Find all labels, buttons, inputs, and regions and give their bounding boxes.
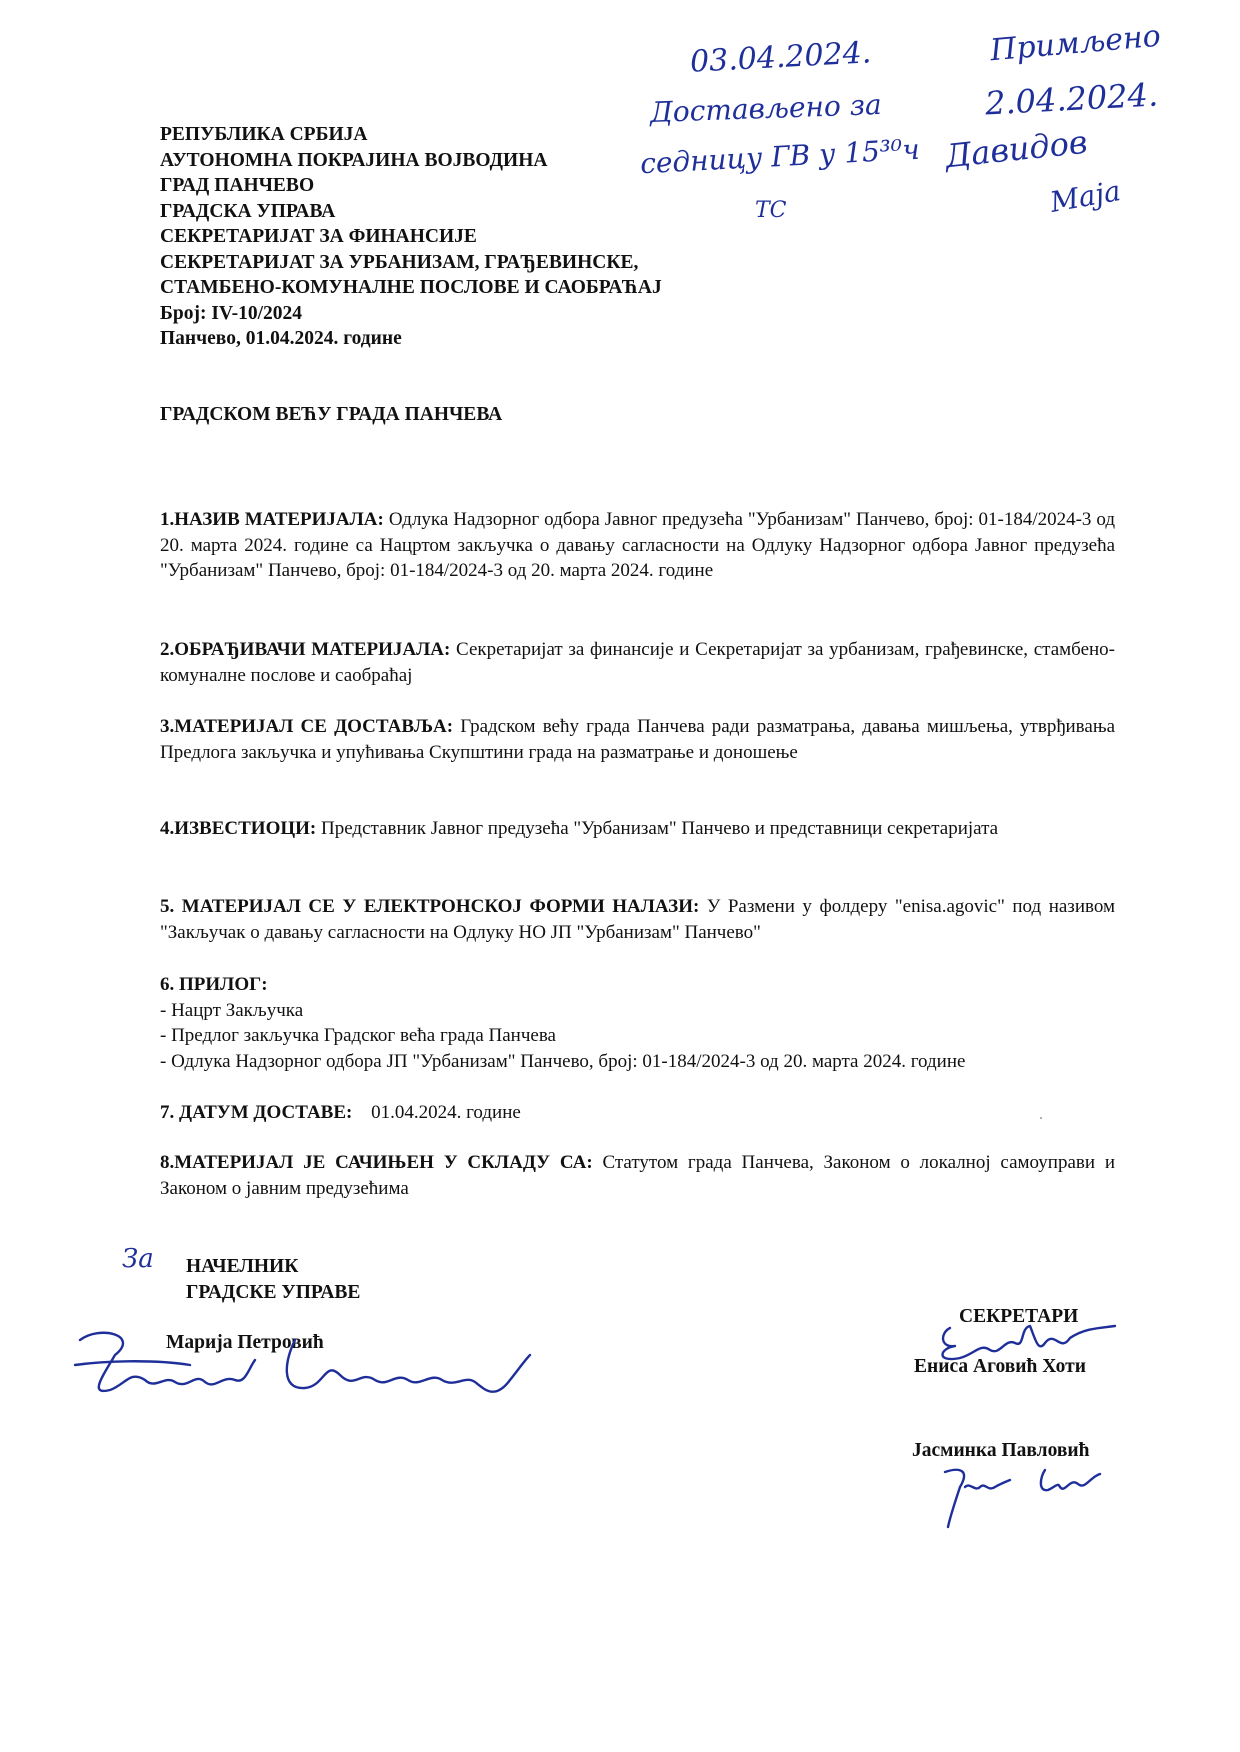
- signature-right-2-scribble: [940, 1462, 1110, 1532]
- section-text: 01.04.2024. године: [371, 1102, 521, 1123]
- section-electronic-location: [160, 894, 1115, 945]
- attachments-list: [160, 998, 1115, 1075]
- document-number: Број: IV-10/2024: [160, 302, 302, 324]
- signatories-right-title: СЕКРЕТАРИ: [959, 1306, 1079, 1327]
- handwritten-delivered-for: Достављено за: [649, 87, 883, 130]
- header-city: ГРАД ПАНЧЕВО: [160, 175, 315, 196]
- handwritten-received-label: Примљено: [988, 18, 1163, 69]
- header-province: АУТОНОМНА ПОКРАЈИНА ВОЈВОДИНА: [160, 149, 548, 171]
- attachment-item: - Одлука Надзорног одбора ЈП "Урбанизам" Панчево, број: 01-184/2024-3 од 20. марта 2024. године: [160, 1050, 966, 1072]
- section-legal-basis: [160, 1150, 1115, 1201]
- header-administration: ГРАДСКА УПРАВА: [160, 200, 336, 222]
- signatory-right-name-1: Ениса Аговић Хоти: [914, 1356, 1086, 1377]
- addressee: ГРАДСКОМ ВЕЋУ ГРАДА ПАНЧЕВА: [160, 404, 503, 425]
- signatory-right-name-2: Јасминка Павловић: [912, 1440, 1090, 1461]
- section-reporters: [160, 816, 1115, 842]
- header-secretariat-finance: СЕКРЕТАРИЈАТ ЗА ФИНАНСИЈЕ: [160, 226, 477, 247]
- attachment-item: - Нацрт Закључка: [160, 999, 304, 1021]
- handwritten-received-date: 2.04.2024.: [984, 75, 1159, 123]
- section-material-authors: [160, 637, 1115, 688]
- document-header: [160, 122, 662, 352]
- section-text: Представник Јавног предузећа "Урбанизам" Панчево и представници секретаријата: [321, 818, 999, 839]
- handwritten-receiver-name: Маја: [1047, 174, 1124, 219]
- section-label: 4.ИЗВЕСТИОЦИ:: [160, 818, 317, 839]
- section-text: Одлука Надзорног одбора Јавног предузећа "Урбанизам" Панчево, број: 01-184/2024-3 од 20. марта 2024. године са Нацртом закључка о давању сагласности на Одлуку Надзорног одбора Јавног предузећа "Урбанизам" Панчево, број: 01-184/2024-3 од 20. марта 2024. године: [160, 509, 1115, 581]
- section-text: У Размени у фолдеру "enisa.agovic" под називом "Закључак о давању сагласности на Одлуку НО ЈП "Урбанизам" Панчево": [160, 896, 1115, 943]
- attachment-item: - Предлог закључка Градског већа града Панчева: [160, 1025, 556, 1046]
- handwritten-delivery-date: 03.04.2024.: [689, 35, 873, 80]
- section-text: Статутом града Панчева, Законом о локалној самоуправи и Законом о јавним предузећима: [160, 1152, 1116, 1199]
- section-label: 3.МАТЕРИЈАЛ СЕ ДОСТАВЉА:: [160, 716, 454, 737]
- section-label: 6. ПРИЛОГ:: [160, 974, 268, 995]
- document-place-date: Панчево, 01.04.2024. године: [160, 328, 402, 349]
- handwritten-session-time: седницу ГВ у 15³⁰ч: [639, 132, 921, 181]
- section-text: Секретаријат за финансије и Секретаријат за урбанизам, грађевинске, стамбено-комуналне послове и саобраћај: [160, 639, 1115, 686]
- signatory-left-title-line2: ГРАДСКЕ УПРАВЕ: [186, 1282, 361, 1303]
- signatory-left-title: [186, 1254, 360, 1306]
- section-label: 2.ОБРАЂИВАЧИ МАТЕРИЈАЛА:: [160, 639, 451, 660]
- signatory-left-name: Марија Петровић: [166, 1332, 324, 1353]
- header-secretariat-urbanism-cont: СТАМБЕНО-КОМУНАЛНЕ ПОСЛОВЕ И САОБРАЋАЈ: [160, 277, 662, 298]
- handwritten-receiver-surname: Давидов: [943, 122, 1090, 176]
- scan-speck: [1040, 1117, 1042, 1119]
- section-delivery-date: [160, 1100, 1115, 1126]
- signatory-left-title-line1: НАЧЕЛНИК: [186, 1256, 299, 1277]
- section-text: Градском већу града Панчева ради разматрања, давања мишљења, утврђивања Предлога закључка и упућивања Скупштини града на разматрање и доношење: [160, 716, 1116, 763]
- section-label: 1.НАЗИВ МАТЕРИЈАЛА:: [160, 509, 384, 530]
- section-label: 7. ДАТУМ ДОСТАВЕ:: [160, 1102, 353, 1123]
- handwritten-za: За: [122, 1244, 154, 1274]
- signature-left-scribble: [70, 1320, 540, 1410]
- handwritten-initials: ТС: [755, 198, 787, 223]
- header-secretariat-urbanism: СЕКРЕТАРИЈАТ ЗА УРБАНИЗАМ, ГРАЂЕВИНСКЕ,: [160, 251, 639, 273]
- section-attachments: [160, 972, 1115, 1074]
- section-material-name: [160, 507, 1115, 584]
- section-label: 5. МАТЕРИЈАЛ СЕ У ЕЛЕКТРОНСКОЈ ФОРМИ НАЛАЗИ:: [160, 896, 700, 917]
- header-republic: РЕПУБЛИКА СРБИЈА: [160, 124, 368, 145]
- section-label: 8.МАТЕРИЈАЛ ЈЕ САЧИЊЕН У СКЛАДУ СА:: [160, 1152, 593, 1173]
- section-material-delivered: [160, 714, 1115, 765]
